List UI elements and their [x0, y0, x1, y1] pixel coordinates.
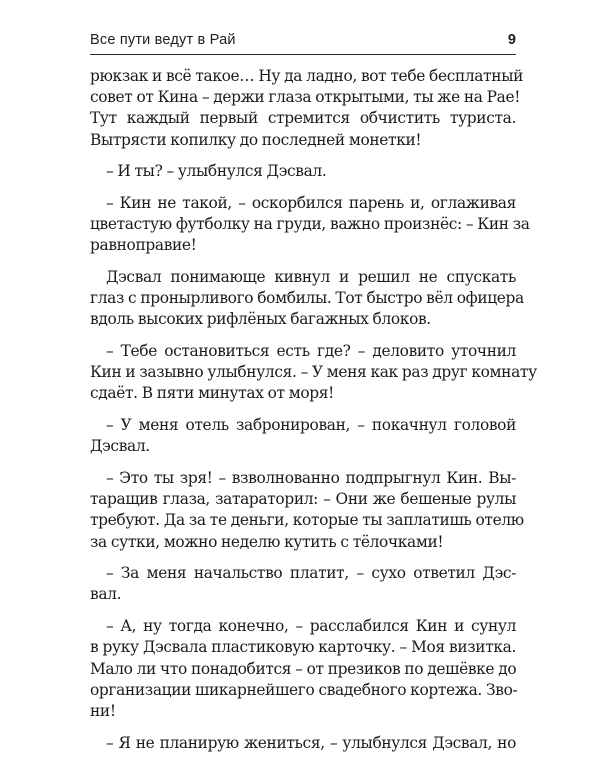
text-line: совет от Кина – держи глаза открытыми, ты же на Рае! — [90, 88, 521, 107]
paragraph — [90, 616, 516, 722]
page-number: 9 — [507, 32, 516, 48]
text-line: организации шикарнейшего свадебного кортежа. Зво- — [90, 680, 518, 699]
text-line: – За меня начальство платит, – сухо ответил Дэс- — [106, 564, 516, 583]
text-line: вал. — [90, 585, 122, 604]
paragraph — [90, 161, 516, 182]
paragraph — [90, 267, 524, 331]
text-line: Тут каждый первый стремится обчистить туриста. — [90, 109, 516, 128]
text-line: рюкзак и всё такое… Ну да ладно, вот тебе бесплатный — [90, 67, 524, 85]
body-text — [90, 66, 537, 764]
text-line: равноправие! — [90, 236, 197, 255]
text-line: вдоль высоких рифлёных багажных блоков. — [90, 310, 431, 329]
text-line: Дэсвал понимающе кивнул и решил не спускать — [106, 268, 516, 286]
text-line: – Тебе остановиться есть где? – деловито уточнил — [106, 342, 516, 361]
text-line: за сутки, можно неделю кутить с тёлочками! — [90, 532, 444, 551]
text-line: сдаёт. В пяти минутах от моря! — [90, 384, 334, 403]
text-line: Кин и зазывно улыбнулся. – У меня как раз друг комнату — [90, 363, 537, 382]
paragraph — [90, 468, 524, 553]
text-line: таращив глаза, затараторил: – Они же бешеные рулы — [90, 490, 516, 509]
text-line: – У меня отель забронирован, – покачнул головой — [106, 416, 516, 435]
text-line: – Кин не такой, – оскорбился парень и, оглаживая — [106, 193, 516, 212]
paragraph — [90, 415, 516, 457]
text-line: ни! — [90, 701, 116, 720]
text-line: в руку Дэсвала пластиковую карточку. – Моя визитка. — [90, 638, 516, 657]
text-line: Мало ли что понадобится – от презиков по дешёвке до — [90, 659, 517, 678]
text-line: – И ты? – улыбнулся Дэсвал. — [106, 162, 327, 181]
paragraph — [90, 66, 524, 151]
text-line: глаз с пронырливого бомбилы. Тот быстро вёл офицера — [90, 289, 524, 308]
paragraph — [90, 563, 516, 605]
text-line: – А, ну тогда конечно, – расслабился Кин и сунул — [106, 617, 516, 636]
text-line: Вытрясти копилку до последней монетки! — [90, 130, 422, 149]
text-line: – Я не планирую жениться, – улыбнулся Дэсвал, но — [106, 733, 516, 752]
text-line: – Это ты зря! – взволнованно подпрыгнул Кин. Вы- — [106, 469, 516, 487]
text-line: Дэсвал. — [90, 437, 150, 456]
text-line: требуют. Да за те деньги, которые ты заплатишь отелю — [90, 511, 524, 530]
paragraph — [90, 193, 530, 257]
paragraph — [90, 733, 516, 754]
running-head — [90, 32, 516, 54]
text-line: цветастую футболку на груди, важно произнёс: – Кин за — [90, 215, 530, 234]
header-rule — [90, 54, 516, 55]
paragraph — [90, 341, 537, 405]
running-title: Все пути ведут в Рай — [90, 32, 236, 48]
